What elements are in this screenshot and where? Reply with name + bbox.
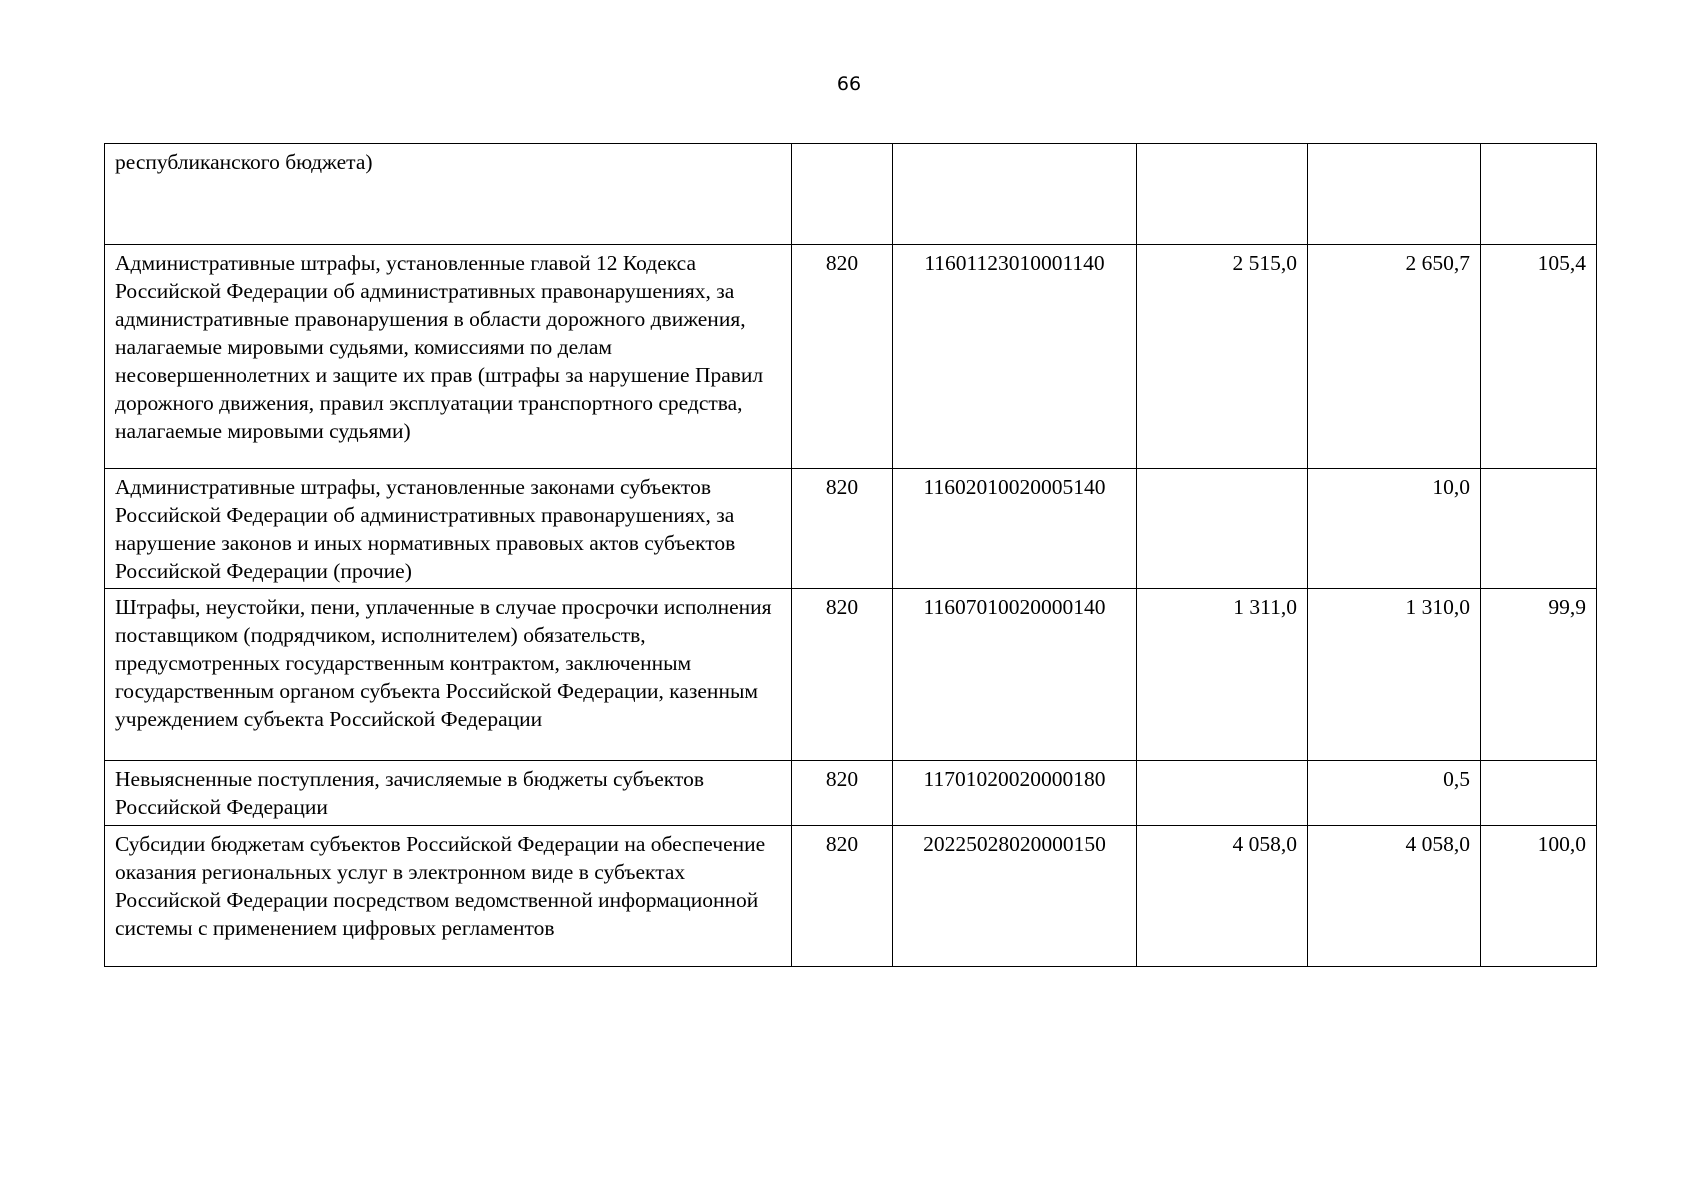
plan-amount-cell: 1 311,0 <box>1137 589 1308 761</box>
admin-code-cell: 820 <box>792 589 893 761</box>
admin-code-cell: 820 <box>792 826 893 967</box>
table-row <box>105 761 1597 826</box>
plan-amount-cell <box>1137 761 1308 826</box>
actual-amount-cell: 0,5 <box>1308 761 1481 826</box>
income-name-cell: Невыясненные поступления, зачисляемые в бюджеты субъектов Российской Федерации <box>105 761 792 826</box>
budget-code-cell: 11607010020000140 <box>893 589 1137 761</box>
admin-code-cell: 820 <box>792 761 893 826</box>
table-row <box>105 144 1597 245</box>
plan-amount-cell: 4 058,0 <box>1137 826 1308 967</box>
actual-amount-cell: 4 058,0 <box>1308 826 1481 967</box>
income-name-cell: Штрафы, неустойки, пени, уплаченные в случае просрочки исполнения поставщиком (подрядчиком, исполнителем) обязательств, предусмотренных государственным контрактом, заключенным государственным органом субъекта Российской Федерации, казенным учреждением субъекта Российской Федерации <box>105 589 792 761</box>
income-name-cell: Административные штрафы, установленные законами субъектов Российской Федерации об административных правонарушениях, за нарушение законов и иных нормативных правовых актов субъектов Российской Федерации (прочие) <box>105 469 792 589</box>
page-number: 66 <box>836 73 862 95</box>
table-row <box>105 826 1597 967</box>
actual-amount-cell: 1 310,0 <box>1308 589 1481 761</box>
table-row <box>105 469 1597 589</box>
budget-table <box>104 143 1597 967</box>
percent-cell: 99,9 <box>1481 589 1597 761</box>
admin-code-cell: 820 <box>792 245 893 469</box>
income-name-cell: Субсидии бюджетам субъектов Российской Федерации на обеспечение оказания региональных услуг в электронном виде в субъектах Российской Федерации посредством ведомственной информационной системы с применением цифровых регламентов <box>105 826 792 967</box>
income-name-cell: республиканского бюджета) <box>105 144 792 245</box>
percent-cell <box>1481 144 1597 245</box>
plan-amount-cell <box>1137 469 1308 589</box>
budget-code-cell: 11701020020000180 <box>893 761 1137 826</box>
actual-amount-cell: 10,0 <box>1308 469 1481 589</box>
plan-amount-cell: 2 515,0 <box>1137 245 1308 469</box>
table-row <box>105 245 1597 469</box>
budget-code-cell: 11602010020005140 <box>893 469 1137 589</box>
budget-code-cell <box>893 144 1137 245</box>
income-name-cell: Административные штрафы, установленные главой 12 Кодекса Российской Федерации об административных правонарушениях, за административные правонарушения в области дорожного движения, налагаемые мировыми судьями, комиссиями по делам несовершеннолетних и защите их прав (штрафы за нарушение Правил дорожного движения, правил эксплуатации транспортного средства, налагаемые мировыми судьями) <box>105 245 792 469</box>
plan-amount-cell <box>1137 144 1308 245</box>
budget-code-cell: 11601123010001140 <box>893 245 1137 469</box>
percent-cell: 100,0 <box>1481 826 1597 967</box>
actual-amount-cell <box>1308 144 1481 245</box>
actual-amount-cell: 2 650,7 <box>1308 245 1481 469</box>
admin-code-cell: 820 <box>792 469 893 589</box>
percent-cell <box>1481 761 1597 826</box>
budget-code-cell: 20225028020000150 <box>893 826 1137 967</box>
table-row <box>105 589 1597 761</box>
percent-cell: 105,4 <box>1481 245 1597 469</box>
admin-code-cell <box>792 144 893 245</box>
percent-cell <box>1481 469 1597 589</box>
